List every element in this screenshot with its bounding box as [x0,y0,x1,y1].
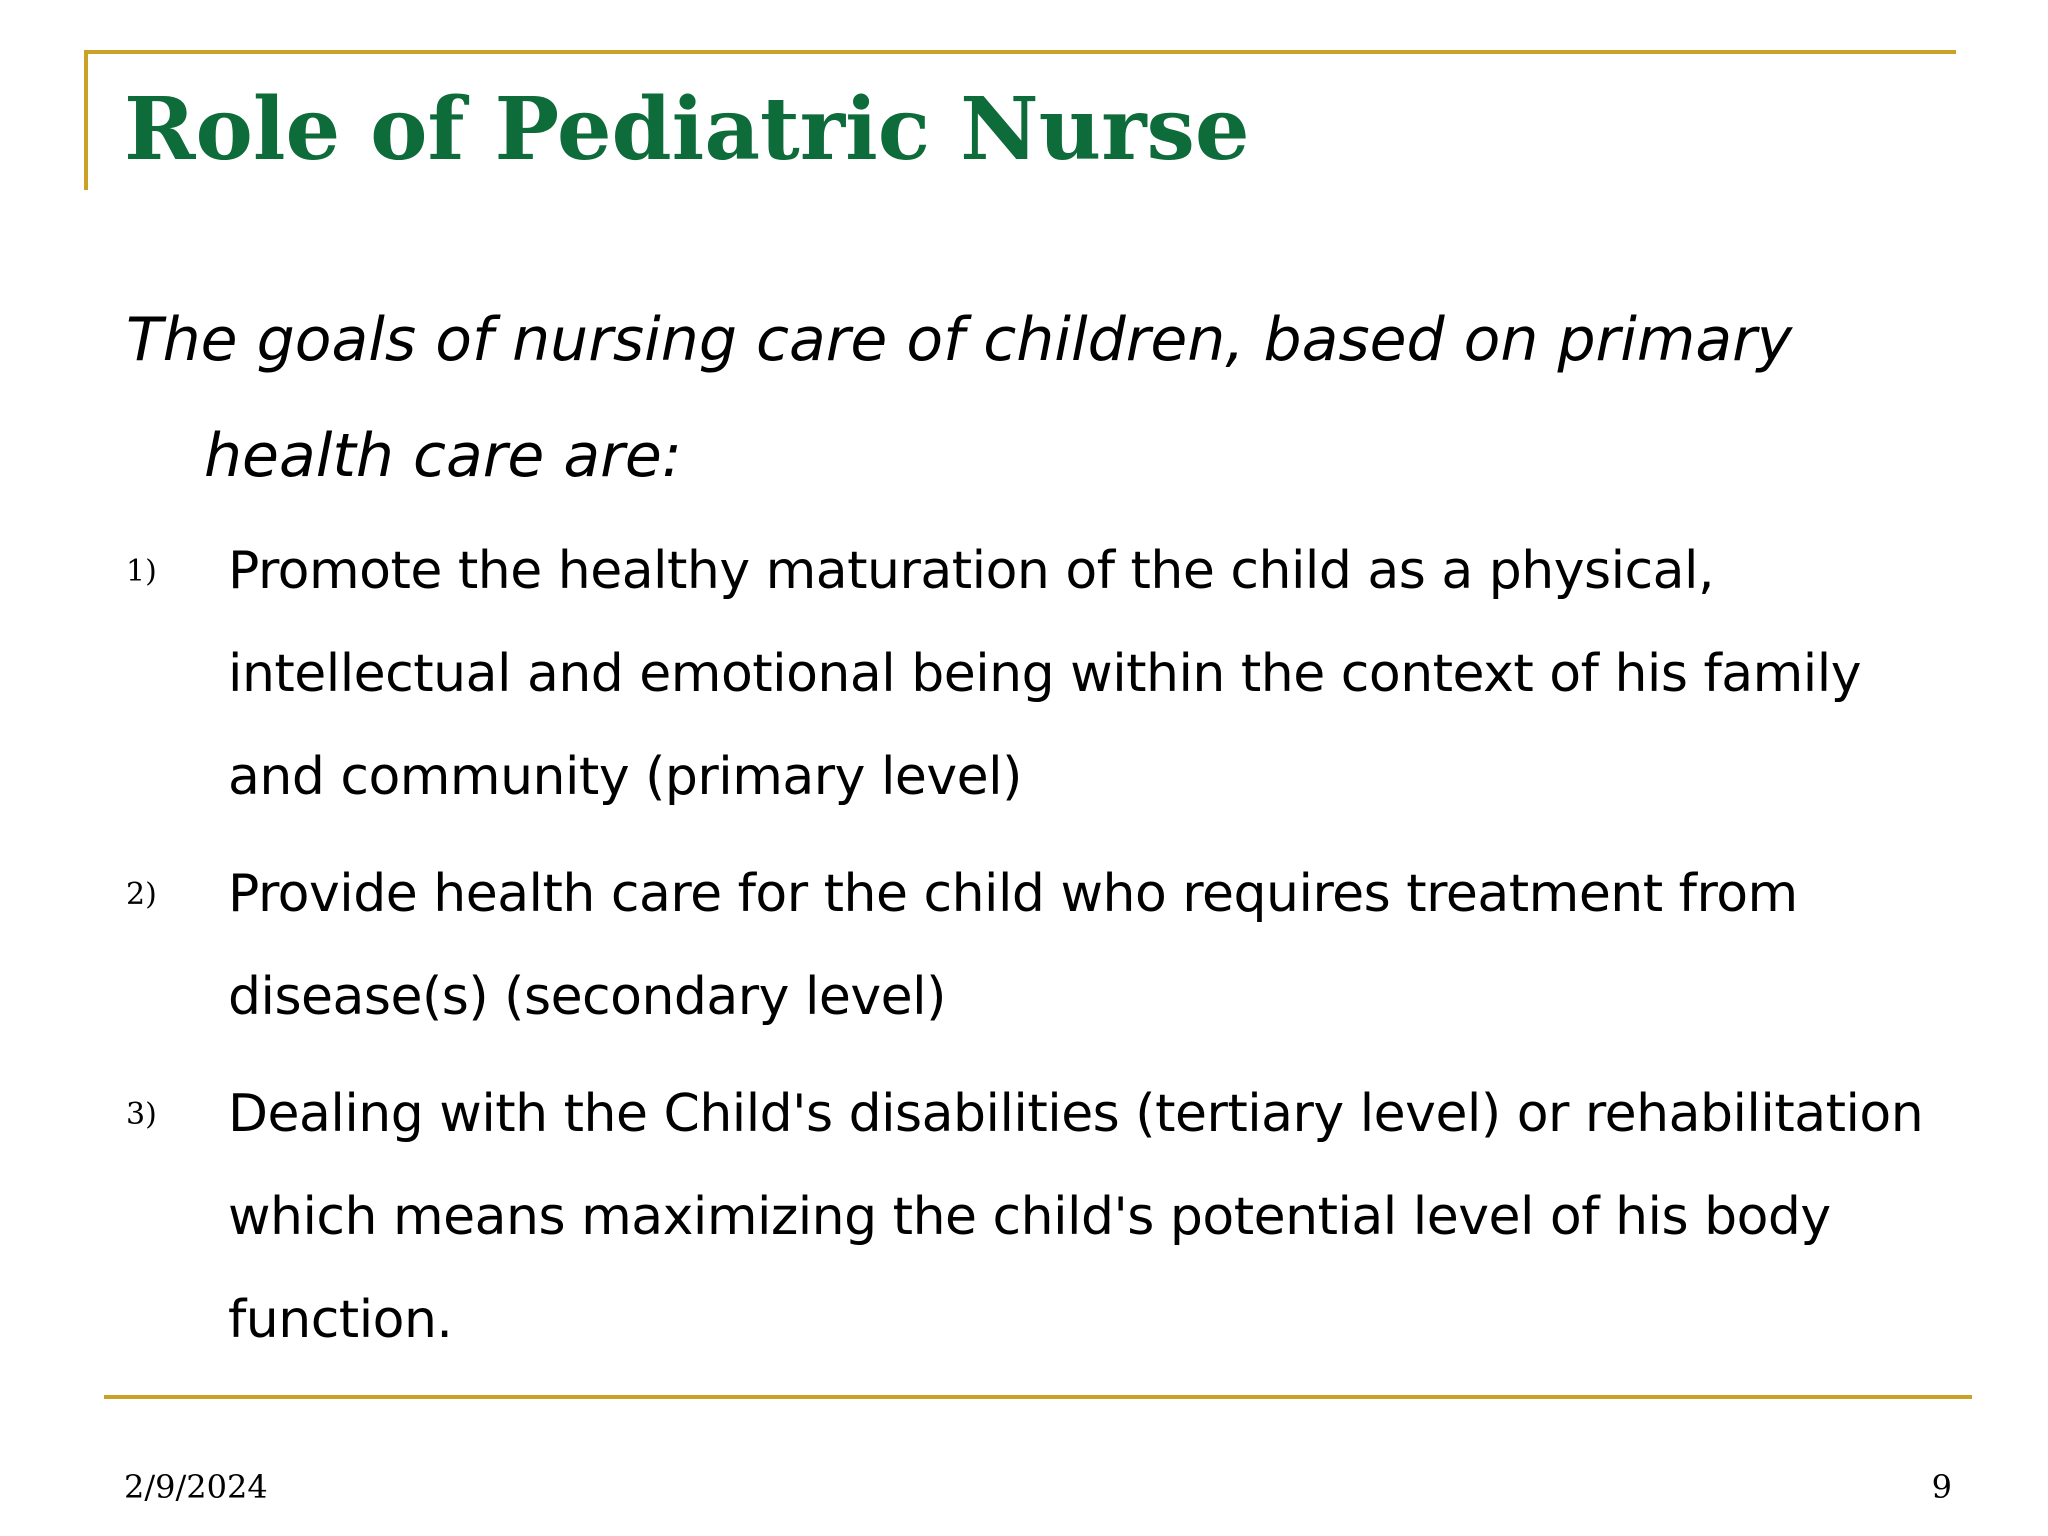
footer-date: 2/9/2024 [124,1468,268,1506]
left-accent-rule [84,50,88,190]
goal-item [0,520,2048,829]
intro-text: The goals of nursing care of children, based on primary health care are: [126,305,1793,491]
goal-text: Promote the healthy maturation of the child as a physical, intellectual and emotional being within the context of his family and community (primary level) [228,541,1861,807]
goal-text: Dealing with the Child's disabilities (tertiary level) or rehabilitation which means maximizing the child's potential level of his body function. [228,1084,1924,1350]
goal-number: 2) [126,877,157,912]
goals-list [0,520,2048,1386]
top-accent-rule [84,50,1956,54]
goal-number: 3) [126,1097,157,1132]
bottom-accent-rule [104,1395,1972,1399]
page-number: 9 [1931,1468,1952,1506]
slide-title: Role of Pediatric Nurse [124,79,1250,180]
goal-item [0,1063,2048,1372]
goal-number: 1) [126,554,157,589]
goal-item [0,843,2048,1049]
goal-text: Provide health care for the child who requires treatment from disease(s) (secondary level) [228,864,1798,1027]
